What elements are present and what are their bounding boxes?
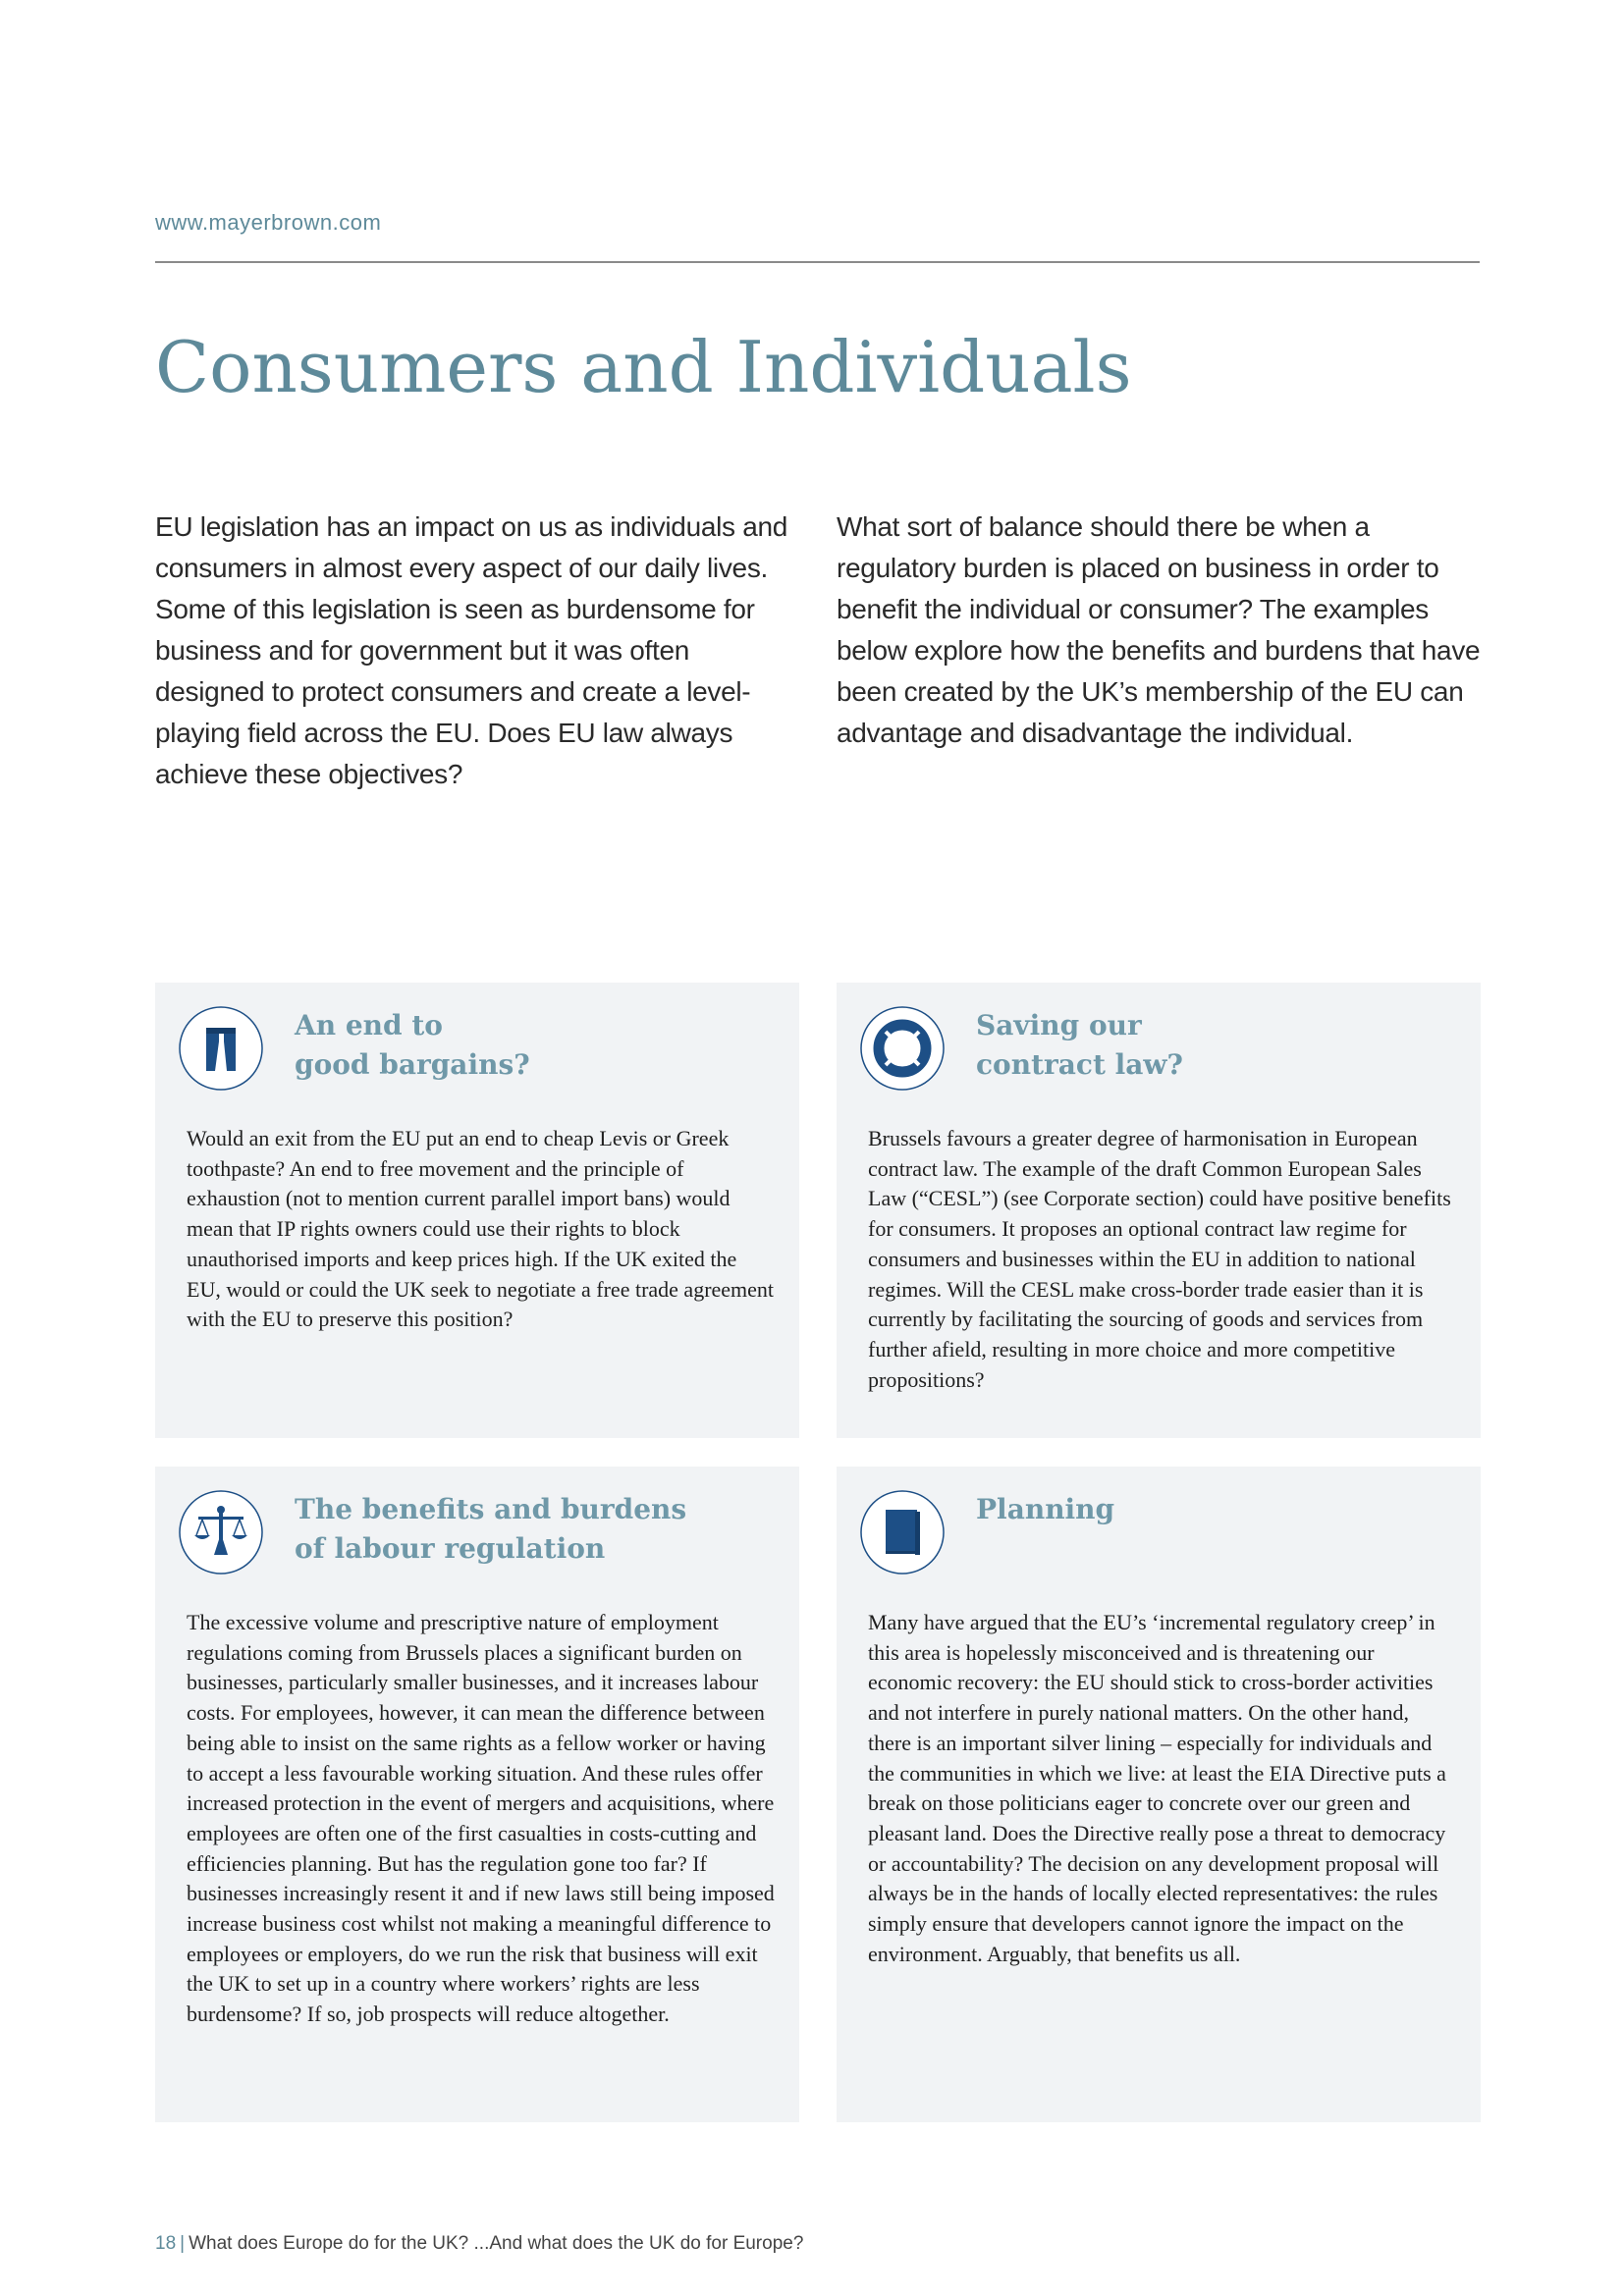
- scales-icon: [179, 1490, 263, 1575]
- header-url[interactable]: www.mayerbrown.com: [155, 210, 382, 235]
- card-heading-line2: contract law?: [976, 1048, 1183, 1081]
- book-icon: [860, 1490, 945, 1575]
- card-heading-line1: Saving our: [976, 1009, 1142, 1041]
- card-body: The excessive volume and prescriptive nature of employment regulations coming from Brussels places a significant burden on businesses, particularly smaller businesses, and it increases labour costs. For employees, however, it can mean the difference between being able to insist on the same rights as a fellow worker or having to accept a less favourable working situation. And these rules offer increased protection in the event of mergers and acquisitions, where employees are often one of the first casualties in costs-cutting and efficiencies planning. But has the regulation gone too far? If businesses increasingly resent it and if new laws still being imposed increase business cost whilst not making a meaningful difference to employees or employers, do we run the risk that business will exit the UK to set up in a country where workers’ rights are less burdensome? If so, job prospects will reduce altogether.: [187, 1610, 775, 2027]
- card-heading-line2: good bargains?: [295, 1048, 530, 1081]
- card-heading: [976, 1006, 1183, 1085]
- card-heading-line1: Planning: [976, 1493, 1115, 1525]
- page-number: 18: [155, 2233, 177, 2254]
- card-labour-regulation: [155, 1467, 799, 2122]
- card-heading: [976, 1490, 1114, 1529]
- card-heading: [295, 1490, 686, 1569]
- lifebuoy-icon: [860, 1006, 945, 1091]
- card-heading-line1: The benefits and burdens: [295, 1493, 687, 1525]
- header-divider: [155, 261, 1480, 263]
- card-contract-law: [837, 983, 1481, 1438]
- card-heading: [295, 1006, 530, 1085]
- footer-separator: |: [180, 2233, 186, 2254]
- footer-text: What does Europe do for the UK? ...And what does the UK do for Europe?: [189, 2233, 804, 2254]
- page-footer: [155, 2233, 803, 2255]
- card-good-bargains: [155, 983, 799, 1438]
- card-heading-line1: An end to: [295, 1009, 443, 1041]
- intro-right-paragraph: What sort of balance should there be when a regulatory burden is placed on business in order to benefit the individual or consumer? The examples below explore how the benefits and burdens that have been created by the UK’s membership of the EU can advantage and disadvantage the individual.: [837, 511, 1481, 748]
- card-planning: [837, 1467, 1481, 2122]
- card-body: Would an exit from the EU put an end to cheap Levis or Greek toothpaste? An end to free movement and the principle of exhaustion (not to mention current parallel import bans) would mean that IP rights owners could use their rights to block unauthorised imports and keep prices high. If the UK exited the EU, would or could the UK seek to negotiate a free trade agreement with the EU to preserve this position?: [187, 1126, 775, 1332]
- card-body: Many have argued that the EU’s ‘incremental regulatory creep’ in this area is hopelessly misconceived and is threatening our economic recovery: the EU should stick to cross-border activities and not interfere in purely national matters. On the other hand, there is an important silver lining – especially for individuals and the communities in which we live: at least the EIA Directive puts a break on those politicians eager to concrete over our green and pleasant land. Does the Directive really pose a threat to democracy or accountability? The decision on any development proposal will always be in the hands of locally elected representatives: the rules simply ensure that developers cannot ignore the impact on the environment. Arguably, that benefits us all.: [868, 1610, 1446, 1966]
- page-title: Consumers and Individuals: [155, 326, 1132, 408]
- intro-left-paragraph: EU legislation has an impact on us as individuals and consumers in almost every aspect of our daily lives. Some of this legislation is seen as burdensome for business and for government but it was often designed to protect consumers and create a level-playing field across the EU. Does EU law always achieve these objectives?: [155, 511, 788, 789]
- jeans-icon: [179, 1006, 263, 1091]
- card-body: Brussels favours a greater degree of harmonisation in European contract law. The example of the draft Common European Sales Law (“CESL”) (see Corporate section) could have positive benefits for consumers. It proposes an optional contract law regime for consumers and businesses within the EU in addition to national regimes. Will the CESL make cross-border trade easier than it is currently by facilitating the sourcing of goods and services from further afield, resulting in more choice and more competitive propositions?: [868, 1126, 1451, 1392]
- card-heading-line2: of labour regulation: [295, 1532, 606, 1565]
